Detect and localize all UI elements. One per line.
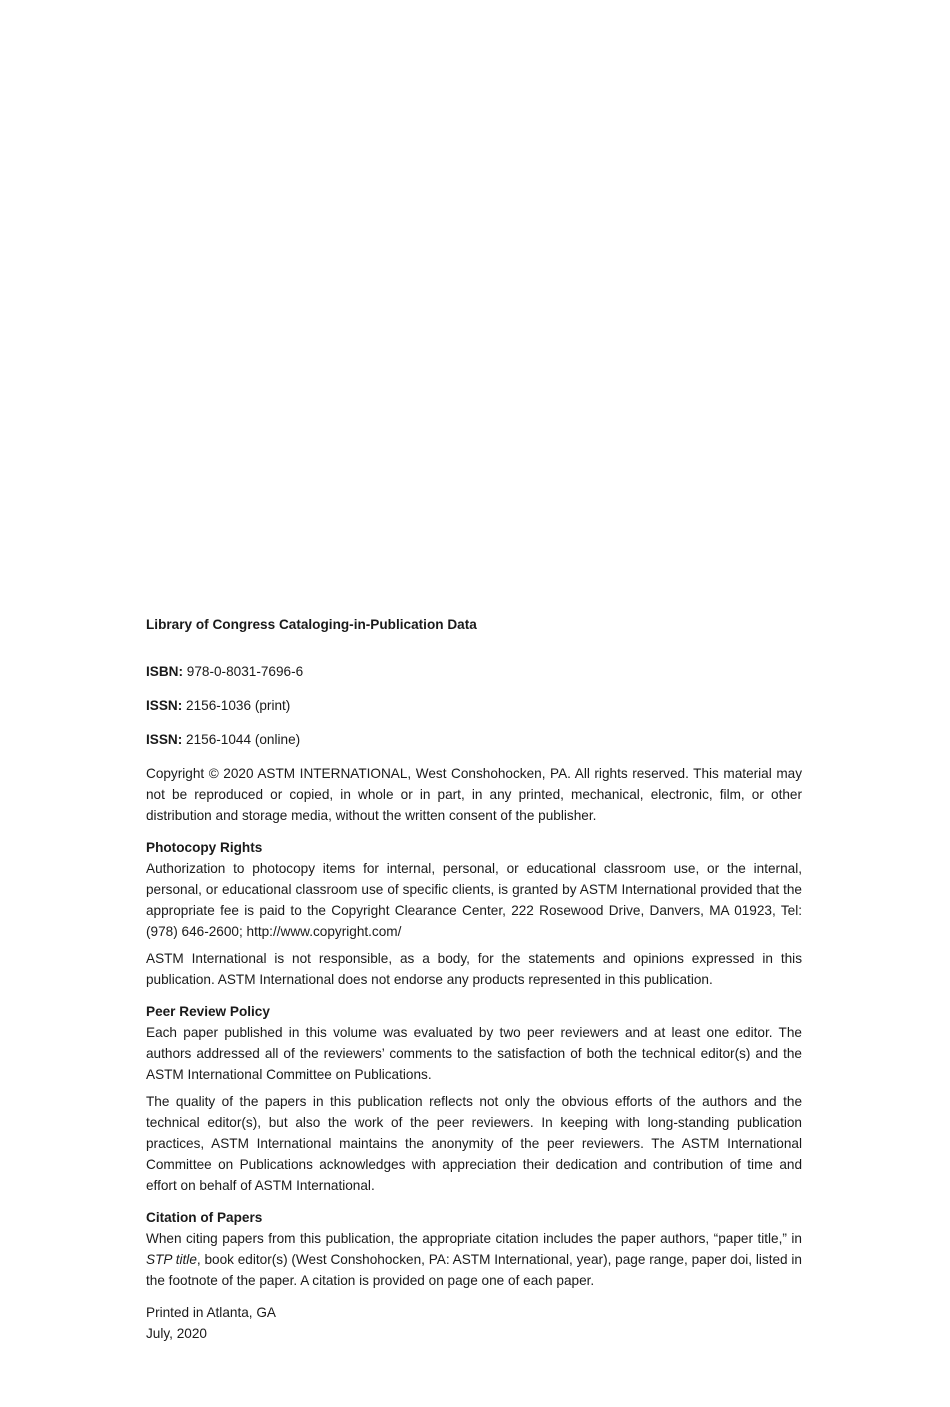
printed-location: Printed in Atlanta, GA: [146, 1305, 276, 1320]
copyright-page-content: [146, 614, 802, 1344]
issn-online-line: [146, 729, 802, 750]
copyright-notice: Copyright © 2020 ASTM INTERNATIONAL, West Conshohocken, PA. All rights reserved. This material may not be reproduced or copied, in whole or in part, in any printed, mechanical, electronic, film, or other distribution and storage media, without the written consent of the publisher.: [146, 766, 802, 823]
issn-print-value: 2156-1036 (print): [182, 698, 291, 713]
photocopy-rights-paragraph: Authorization to photocopy items for internal, personal, or educational classroom use, or the internal, personal, or educational classroom use of specific clients, is granted by ASTM International provided that the appropriate fee is paid to the Copyright Clearance Center, 222 Rosewood Drive, Danvers, MA 01923, Tel: (978) 646-2600; http://www.copyright.com/: [146, 861, 802, 939]
citation-text-start: When citing papers from this publication, the appropriate citation includes the paper authors, “paper title,” in: [146, 1231, 802, 1246]
issn-online-value: 2156-1044 (online): [182, 732, 301, 747]
citation-stp-title: STP title: [146, 1252, 197, 1267]
cip-heading: Library of Congress Cataloging-in-Publication Data: [146, 617, 477, 632]
issn-online-label: ISSN:: [146, 732, 183, 747]
peer-review-quality-paragraph: The quality of the papers in this publication reflects not only the obvious efforts of the authors and the technical editor(s), but also the work of the peer reviewers. In keeping with long-standing publication practices, ASTM International maintains the anonymity of the peer reviewers. The ASTM International Committee on Publications acknowledges with appreciation their dedication and contribution of time and effort on behalf of ASTM International.: [146, 1094, 802, 1193]
photocopy-rights-heading: Photocopy Rights: [146, 840, 263, 855]
isbn-value: 978-0-8031-7696-6: [183, 664, 304, 679]
citation-heading: Citation of Papers: [146, 1210, 263, 1225]
peer-review-heading: Peer Review Policy: [146, 1004, 270, 1019]
printed-date: July, 2020: [146, 1326, 207, 1341]
isbn-label: ISBN:: [146, 664, 184, 679]
issn-print-line: [146, 695, 802, 716]
isbn-line: [146, 661, 802, 682]
issn-print-label: ISSN:: [146, 698, 183, 713]
citation-paragraph: [146, 1228, 802, 1291]
peer-review-paragraph: Each paper published in this volume was evaluated by two peer reviewers and at least one editor. The authors addressed all of the reviewers’ comments to the satisfaction of both the technical editor(s) and the ASTM International Committee on Publications.: [146, 1025, 802, 1082]
citation-text-end: , book editor(s) (West Conshohocken, PA: ASTM International, year), page range, paper doi, listed in the footnote of the paper. A citation is provided on page one of each paper.: [146, 1252, 802, 1288]
responsibility-disclaimer: ASTM International is not responsible, as a body, for the statements and opinions expressed in this publication. ASTM International does not endorse any products represented in this publication.: [146, 951, 802, 987]
